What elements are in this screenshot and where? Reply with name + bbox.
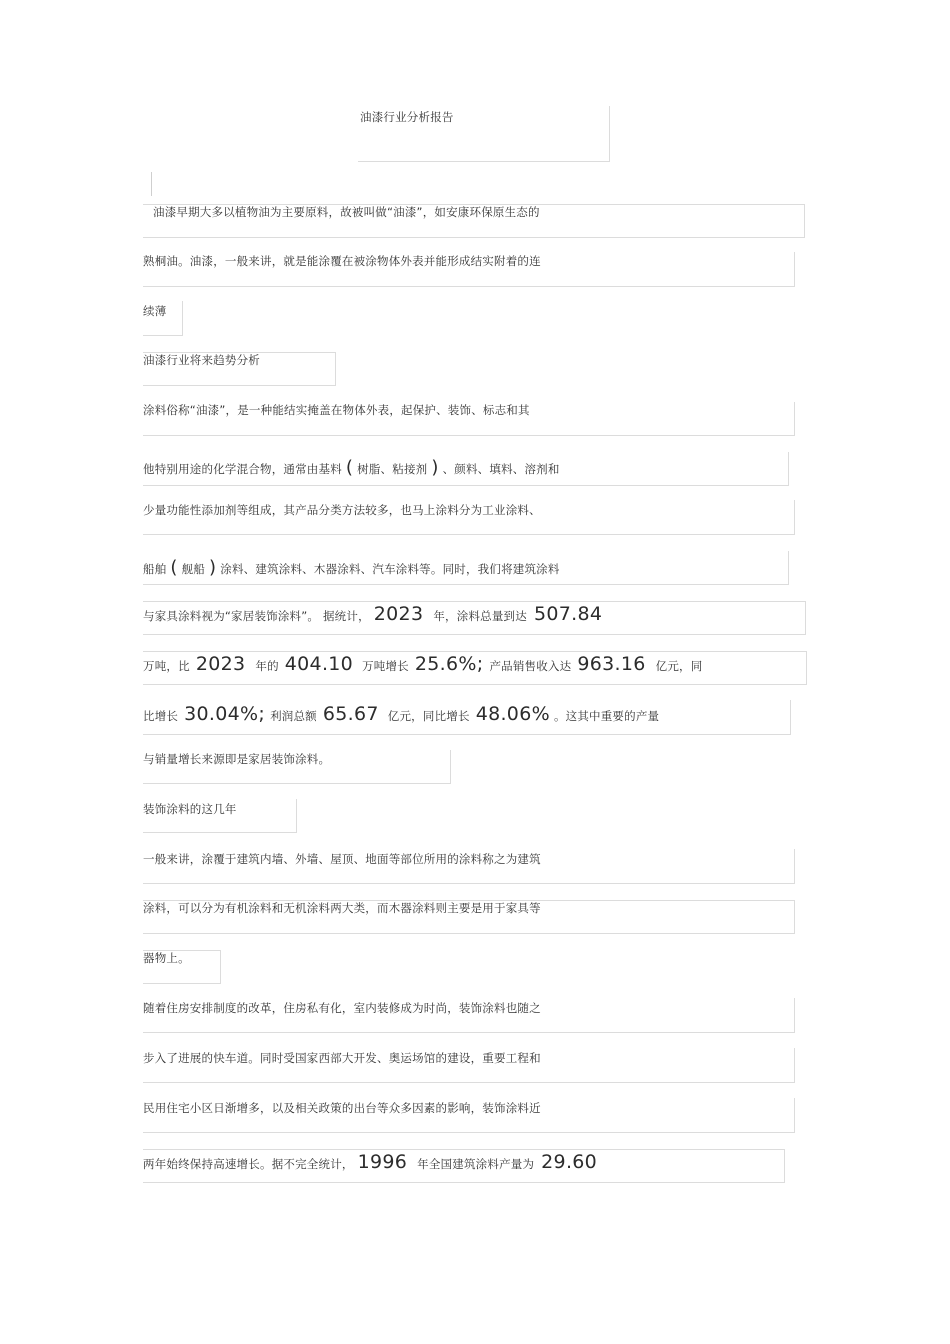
prev-output-value: 404.10 bbox=[284, 653, 354, 675]
p1-line-2 bbox=[143, 459, 560, 478]
prev-year-value: 2023 bbox=[195, 653, 246, 675]
paren-close: ) bbox=[209, 557, 217, 578]
p1-line-6 bbox=[143, 655, 702, 675]
p1-line-8: 与销量增长来源即是家居装饰涂料。 bbox=[143, 752, 331, 766]
p1-line-7-text-d: 。这其中重要的产量 bbox=[553, 709, 660, 723]
p3-line-1: 随着住房安排制度的改革，住房私有化，室内装修成为时尚，装饰涂料也随之 bbox=[143, 1001, 541, 1015]
p1-line-6-text-d: 产品销售收入达 bbox=[489, 659, 572, 673]
p1-line-4-text-b: 舰船 bbox=[181, 562, 206, 576]
p1-line-1: 涂料俗称“油漆”，是一种能结实掩盖在物体外表，起保护、装饰、标志和其 bbox=[143, 403, 530, 417]
paren-open: ( bbox=[345, 457, 354, 478]
p1-line-4-text-c: 涂料、建筑涂料、木器涂料、汽车涂料等。同时，我们将建筑涂料 bbox=[220, 562, 560, 576]
paren-open: ( bbox=[170, 557, 178, 578]
profit-growth-value: 48.06% bbox=[475, 703, 550, 725]
p1-line-7-text-c: 亿元，同比增长 bbox=[387, 709, 470, 723]
p1-line-2-text-c: 、颜料、填料、溶剂和 bbox=[442, 462, 560, 476]
intro-line-2: 熟桐油。油漆，一般来讲，就是能涂覆在被涂物体外表并能形成结实附着的连 bbox=[143, 254, 541, 268]
p1-line-5-text-b: 年，涂料总量到达 bbox=[433, 609, 527, 623]
p1-line-4 bbox=[143, 559, 560, 578]
revenue-value: 963.16 bbox=[577, 653, 646, 675]
profit-value: 65.67 bbox=[322, 703, 379, 725]
p1-line-2-text-b: 树脂、粘接剂 bbox=[357, 462, 428, 476]
p3-line-4-text-a: 两年始终保持高速增长。据不完全统计， bbox=[143, 1157, 354, 1171]
total-output-value: 507.84 bbox=[533, 603, 603, 625]
p3-line-4 bbox=[143, 1153, 597, 1173]
frame-marker bbox=[151, 172, 152, 196]
year-1996-value: 1996 bbox=[357, 1151, 408, 1173]
section-heading-trend: 油漆行业将来趋势分析 bbox=[143, 353, 260, 367]
page-title: 油漆行业分析报告 bbox=[360, 110, 454, 124]
p1-line-7-text-b: 利润总额 bbox=[270, 709, 317, 723]
paren-close: ) bbox=[431, 457, 439, 478]
revenue-growth-value: 30.04%; bbox=[184, 703, 266, 725]
p1-line-2-text-a: 他特别用途的化学混合物，通常由基料 bbox=[143, 462, 342, 476]
p3-line-4-text-b: 年全国建筑涂料产量为 bbox=[417, 1157, 535, 1171]
p2-line-3: 器物上。 bbox=[143, 951, 190, 965]
p2-line-2: 涂料，可以分为有机涂料和无机涂料两大类，而木器涂料则主要是用于家具等 bbox=[143, 901, 541, 915]
p1-line-6-text-b: 年的 bbox=[255, 659, 279, 673]
p1-line-6-text-c: 万吨增长 bbox=[362, 659, 409, 673]
output-growth-value: 25.6%; bbox=[414, 653, 484, 675]
section-heading-decorative: 装饰涂料的这几年 bbox=[143, 802, 237, 816]
intro-line-3: 续薄 bbox=[143, 304, 167, 318]
p3-line-2: 步入了进展的快车道。同时受国家西部大开发、奥运场馆的建设，重要工程和 bbox=[143, 1051, 541, 1065]
coating-output-value: 29.60 bbox=[541, 1151, 598, 1173]
p1-line-3: 少量功能性添加剂等组成，其产品分类方法较多，也马上涂料分为工业涂料、 bbox=[143, 503, 541, 517]
p1-line-5-text-a: 与家具涂料视为“家居装饰涂料”。 据统计， bbox=[143, 609, 370, 623]
p2-line-1: 一般来讲，涂覆于建筑内墙、外墙、屋顶、地面等部位所用的涂料称之为建筑 bbox=[143, 852, 541, 866]
intro-line-1: 油漆早期大多以植物油为主要原料，故被叫做“油漆”，如安康环保原生态的 bbox=[153, 205, 540, 219]
year-value: 2023 bbox=[373, 603, 424, 625]
p1-line-7 bbox=[143, 705, 659, 725]
p1-line-6-text-a: 万吨，比 bbox=[143, 659, 190, 673]
p1-line-7-text-a: 比增长 bbox=[143, 709, 179, 723]
p1-line-5 bbox=[143, 605, 602, 625]
p3-line-3: 民用住宅小区日渐增多，以及相关政策的出台等众多因素的影响，装饰涂料近 bbox=[143, 1101, 541, 1115]
p1-line-4-text-a: 船舶 bbox=[143, 562, 167, 576]
p1-line-6-text-e: 亿元，同 bbox=[655, 659, 703, 673]
